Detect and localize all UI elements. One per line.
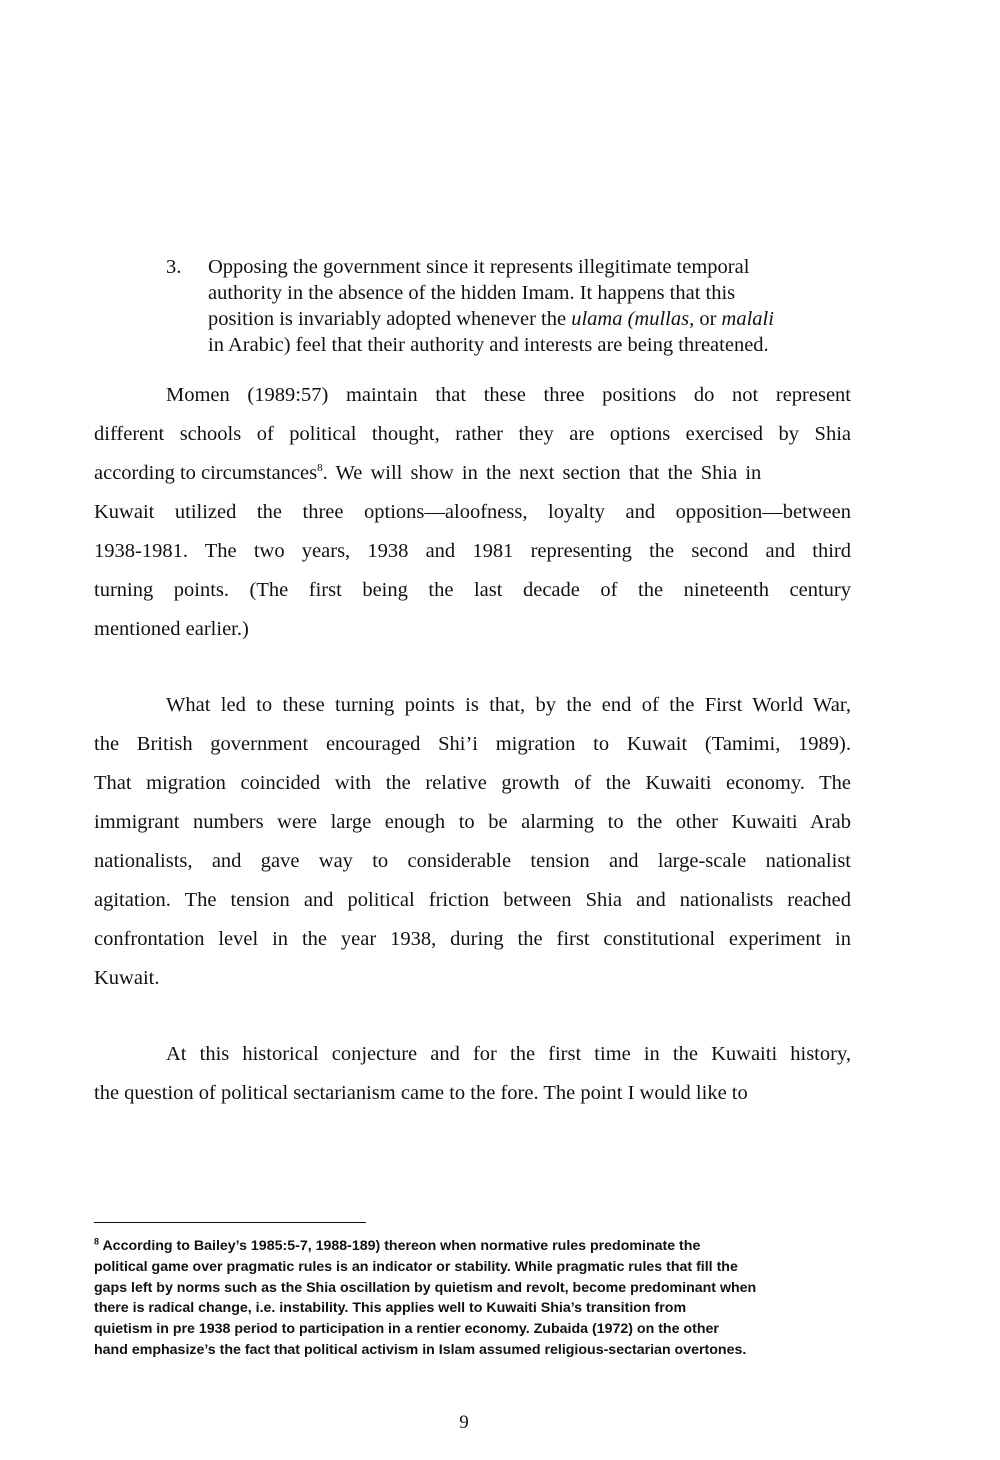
page-number: 9 — [459, 1412, 469, 1433]
paragraph-1-line-3 — [94, 462, 851, 485]
paragraph-1-line-6: turning points. (The first being the last decade of the nineteenth century — [94, 579, 851, 601]
paragraph-1-line-7: mentioned earlier.) — [94, 618, 249, 640]
paragraph-2-line-4: immigrant numbers were large enough to be alarming to the other Kuwaiti Arab — [94, 811, 851, 833]
italic-term-malali: malali — [721, 308, 774, 330]
paragraph-2-line-1: What led to these turning points is that, by the end of the First World War, — [166, 694, 851, 716]
paragraph-1-line-4: Kuwait utilized the three options—aloofness, loyalty and opposition—between — [94, 501, 851, 523]
paragraph-2-line-6: agitation. The tension and political friction between Shia and nationalists reached — [94, 889, 851, 911]
footnote-line-4: there is radical change, i.e. instability. This applies well to Kuwaiti Shia’s transition from — [94, 1300, 687, 1317]
list-line-3 — [208, 306, 868, 332]
footnote-line-1 — [94, 1236, 834, 1257]
paragraph-2-line-2: the British government encouraged Shi’i migration to Kuwait (Tamimi, 1989). — [94, 733, 851, 755]
paragraph-1-line-3-start: according to circumstances — [94, 462, 318, 484]
footnote-line-3: gaps left by norms such as the Shia oscillation by quietism and revolt, become predominant when — [94, 1279, 757, 1296]
paragraph-2-line-3: That migration coincided with the relative growth of the Kuwaiti economy. The — [94, 772, 851, 794]
paragraph-1-line-2: different schools of political thought, rather they are options exercised by Shia — [94, 423, 851, 445]
paragraph-3-line-1: At this historical conjecture and for the first time in the Kuwaiti history, — [166, 1043, 851, 1065]
paragraph-1-line-1: Momen (1989:57) maintain that these three positions do not represent — [166, 384, 851, 406]
list-line-3-start: position is invariably adopted whenever the — [208, 308, 572, 330]
footnote-line-6: hand emphasize’s the fact that political activism in Islam assumed religious-sectarian overtones. — [94, 1341, 747, 1358]
list-item-text — [208, 254, 868, 358]
footnote-8 — [94, 1236, 834, 1361]
list-line-4: in Arabic) feel that their authority and interests are being threatened. — [208, 334, 769, 356]
list-line-2: authority in the absence of the hidden Imam. It happens that this — [208, 282, 736, 304]
paragraph-1-line-3-end: . We will show in the next section that the Shia in — [322, 462, 762, 484]
paragraph-1-line-5: 1938-1981. The two years, 1938 and 1981 representing the second and third — [94, 540, 851, 562]
paragraph-3-line-2: the question of political sectarianism came to the fore. The point I would like to — [94, 1082, 748, 1104]
footnote-line-2: political game over pragmatic rules is an indicator or stability. While pragmatic rules that fill the — [94, 1258, 738, 1275]
paragraph-2-line-8: Kuwait. — [94, 967, 160, 989]
list-line-1: Opposing the government since it represents illegitimate temporal — [208, 256, 750, 278]
footnote-ref-8: 8 — [317, 462, 323, 475]
paragraph-2-line-5: nationalists, and gave way to considerable tension and large-scale nationalist — [94, 850, 851, 872]
footnote-separator — [94, 1222, 366, 1223]
footnote-marker: 8 — [94, 1236, 100, 1247]
footnote-line-1-text: According to Bailey’s 1985:5-7, 1988-189) thereon when normative rules predominate the — [102, 1238, 701, 1254]
footnote-line-5: quietism in pre 1938 period to participation in a rentier economy. Zubaida (1972) on the other — [94, 1321, 719, 1338]
paragraph-2-line-7: confrontation level in the year 1938, during the first constitutional experiment in — [94, 928, 851, 950]
list-number: 3. — [166, 256, 182, 278]
italic-term-ulama: ulama (mullas, — [571, 308, 695, 330]
list-line-3-mid: or — [694, 308, 722, 330]
